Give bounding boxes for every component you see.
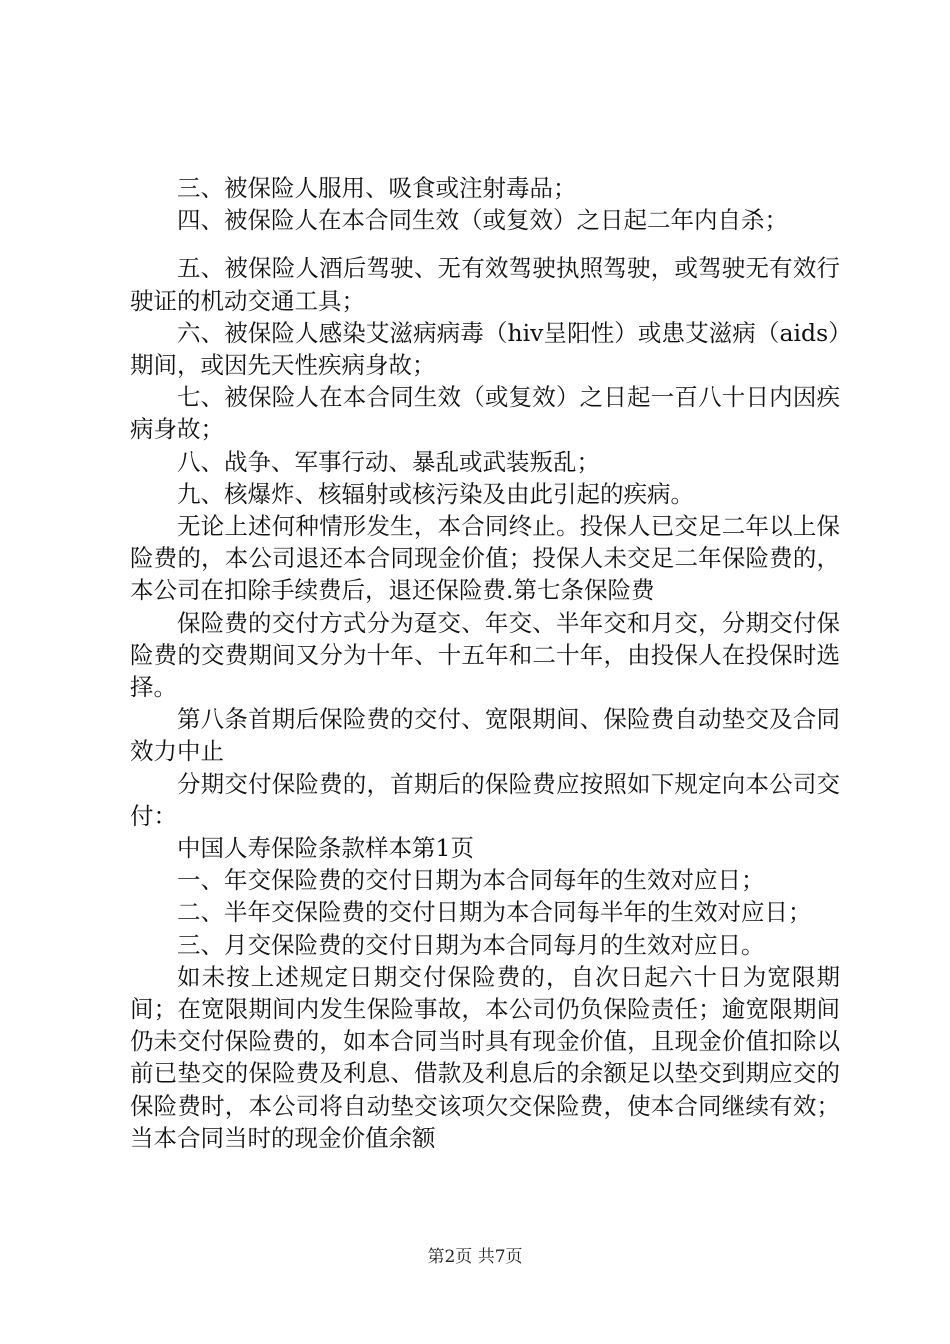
paragraph-payment-method: 保险费的交付方式分为趸交、年交、半年交和月交，分期交付保险费的交费期间又分为十年、十五年和二十年，由投保人在投保时选择。 — [130, 608, 840, 702]
paragraph-termination: 无论上述何种情形发生，本合同终止。投保人已交足二年以上保险费的，本公司退还本合同现金价值；投保人未交足二年保险费的，本公司在扣除手续费后，退还保险费.第七条保险费 — [130, 512, 840, 605]
paragraph-installment: 分期交付保险费的，首期后的保险费应按照如下规定向本公司交付： — [130, 769, 840, 830]
page-number-footer: 第2页 共7页 — [427, 1247, 523, 1267]
paragraph-semiannual: 二、半年交保险费的交付日期为本合同每半年的生效对应日； — [177, 898, 812, 927]
paragraph-annual: 一、年交保险费的交付日期为本合同每年的生效对应日； — [177, 866, 765, 895]
sample-page-note: 中国人寿保险条款样本第1页 — [177, 834, 474, 863]
paragraph-item-4: 四、被保险人在本合同生效（或复效）之日起二年内自杀； — [177, 206, 788, 235]
paragraph-item-6: 六、被保险人感染艾滋病病毒（hiv呈阳性）或患艾滋病（aids）期间，或因先天性疾病身故； — [130, 318, 840, 380]
paragraph-grace-period: 如未按上述规定日期交付保险费的，自次日起六十日为宽限期间；在宽限期间内发生保险事故，本公司仍负保险责任；逾宽限期间仍未交付保险费的，如本合同当时具有现金价值，且现金价值扣除以前已垫交的保险费及利息、借款及利息后的余额足以垫交到期应交的保险费时，本公司将自动垫交该项欠交保险费，使本合同继续有效；当本合同当时的现金价值余额 — [130, 962, 840, 1152]
paragraph-item-3: 三、被保险人服用、吸食或注射毒品； — [177, 174, 577, 202]
paragraph-monthly: 三、月交保险费的交付日期为本合同每月的生效对应日。 — [177, 930, 765, 959]
document-body — [130, 172, 840, 1154]
paragraph-item-8: 八、战争、军事行动、暴乱或武装叛乱； — [177, 447, 600, 476]
paragraph-item-5: 五、被保险人酒后驾驶、无有效驾驶执照驾驶，或驾驶无有效行驶证的机动交通工具； — [130, 254, 840, 315]
article-8-heading: 第八条首期后保险费的交付、宽限期间、保险费自动垫交及合同效力中止 — [130, 705, 840, 766]
paragraph-item-7: 七、被保险人在本合同生效（或复效）之日起一百八十日内因疾病身故； — [130, 383, 840, 444]
paragraph-item-9: 九、核爆炸、核辐射或核污染及由此引起的疾病。 — [177, 479, 694, 508]
